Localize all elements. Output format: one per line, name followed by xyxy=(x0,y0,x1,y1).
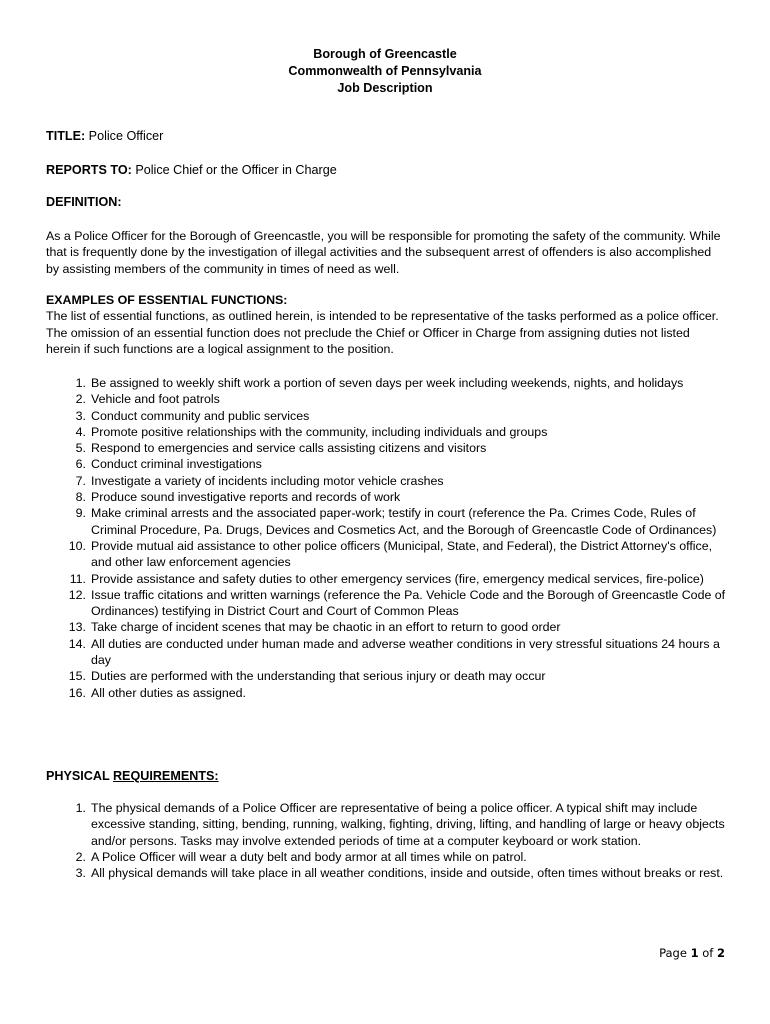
list-item-number: 7. xyxy=(75,473,86,488)
definition-text: As a Police Officer for the Borough of Greencastle, you will be responsible for promoting the safety of the community. While that is frequently done by the investigation of illegal activities and the subsequent arrest of offenders is also accomplished by assisting members of the community in times of need as well. xyxy=(46,229,721,276)
essential-functions-heading: EXAMPLES OF ESSENTIAL FUNCTIONS: xyxy=(46,293,288,307)
list-item-text: Conduct criminal investigations xyxy=(91,457,262,472)
list-item-text: Issue traffic citations and written warnings (reference the Pa. Vehicle Code and the Borough of Greencastle Code of Ordinances) testifying in District Court and Court of Common Pleas xyxy=(91,587,726,619)
header-commonwealth: Commonwealth of Pennsylvania xyxy=(288,64,482,78)
list-item xyxy=(46,619,726,635)
list-item-number: 15. xyxy=(68,669,86,684)
essential-functions-section xyxy=(46,292,726,357)
header-borough: Borough of Greencastle xyxy=(313,47,457,61)
list-item-text: Make criminal arrests and the associated paper-work; testify in court (reference the Pa. Crimes Code, Rules of Criminal Procedure, Pa. Drugs, Devices and Cosmetics Act, and the Borough of Greencastle Code of Ordinances) xyxy=(91,506,717,537)
list-item-number: 4. xyxy=(75,424,86,439)
list-item-text: Respond to emergencies and service calls assisting citizens and visitors xyxy=(91,441,487,456)
list-item-text: All duties are conducted under human made and adverse weather conditions in very stressful situations 24 hours a day xyxy=(91,636,720,668)
list-item xyxy=(46,473,726,489)
list-item xyxy=(46,571,726,587)
reports-to-field xyxy=(46,162,726,178)
document-header xyxy=(0,46,770,97)
list-item-number: 1. xyxy=(75,801,86,815)
list-item xyxy=(46,408,726,424)
reports-to-label: REPORTS TO: xyxy=(46,163,132,177)
physical-label-part2: REQUIREMENTS: xyxy=(112,769,219,783)
title-value: Police Officer xyxy=(88,129,164,143)
list-item-text: All other duties as assigned. xyxy=(91,685,246,700)
page-footer xyxy=(659,945,725,961)
list-item-text: Provide assistance and safety duties to other emergency services (fire, emergency medical services, fire-police) xyxy=(91,571,704,586)
title-field xyxy=(46,128,726,144)
essential-functions-list xyxy=(46,375,726,701)
list-item xyxy=(46,668,726,684)
list-item-number: 8. xyxy=(75,490,86,505)
list-item-number: 5. xyxy=(75,441,86,456)
physical-requirements-heading xyxy=(46,768,219,784)
list-item-number: 6. xyxy=(75,457,86,472)
list-item-text: Take charge of incident scenes that may be chaotic in an effort to return to good order xyxy=(91,620,561,635)
list-item-text: Conduct community and public services xyxy=(91,408,310,423)
list-item xyxy=(46,865,726,881)
list-item xyxy=(46,587,726,620)
footer-page-total: 2 xyxy=(716,946,725,960)
list-item xyxy=(46,375,726,391)
list-item-text: Vehicle and foot patrols xyxy=(91,392,220,407)
list-item-text: Duties are performed with the understanding that serious injury or death may occur xyxy=(91,669,546,684)
definition-label: DEFINITION: xyxy=(46,195,122,209)
list-item xyxy=(46,538,726,571)
list-item-number: 16. xyxy=(68,685,86,700)
list-item-number: 9. xyxy=(75,506,86,521)
list-item xyxy=(46,800,726,849)
list-item-text: The physical demands of a Police Officer are representative of being a police officer. A typical shift may include excessive standing, sitting, bending, running, walking, fighting, driving, lifting, and handling of large or heavy objects and/or persons. Tasks may involve extended periods of time at a computer keyboard or work station. xyxy=(91,801,725,848)
list-item xyxy=(46,489,726,505)
list-item xyxy=(46,505,726,538)
list-item-number: 11. xyxy=(69,571,86,586)
list-item-number: 10. xyxy=(68,538,86,553)
list-item-text: Be assigned to weekly shift work a portion of seven days per week including weekends, nights, and holidays xyxy=(91,376,684,390)
list-item-text: Provide mutual aid assistance to other police officers (Municipal, State, and Federal), the District Attorney's office, and other law enforcement agencies xyxy=(91,538,713,570)
list-item-number: 14. xyxy=(68,636,86,651)
list-item xyxy=(46,440,726,456)
list-item-number: 13. xyxy=(68,620,86,635)
list-item xyxy=(46,424,726,440)
footer-of-word: of xyxy=(698,946,717,960)
list-item-text: Produce sound investigative reports and records of work xyxy=(91,490,401,505)
list-item xyxy=(46,391,726,407)
footer-page-number: 1 xyxy=(690,946,699,960)
header-job-description: Job Description xyxy=(337,81,433,95)
list-item-number: 3. xyxy=(75,408,86,423)
title-label: TITLE: xyxy=(46,129,86,143)
list-item xyxy=(46,456,726,472)
list-item-text: Promote positive relationships with the community, including individuals and groups xyxy=(91,424,548,439)
list-item xyxy=(46,685,726,701)
list-item-number: 3. xyxy=(75,866,86,881)
physical-label-part1: PHYSICAL xyxy=(46,769,113,783)
list-item-number: 2. xyxy=(75,392,86,407)
list-item xyxy=(46,849,726,865)
list-item-number: 2. xyxy=(75,849,86,864)
list-item-text: A Police Officer will wear a duty belt and body armor at all times while on patrol. xyxy=(91,849,527,864)
definition-heading xyxy=(46,194,726,210)
essential-functions-intro: The list of essential functions, as outlined herein, is intended to be representative of the tasks performed as a police officer. The omission of an essential function does not preclude the Chief or Officer in Charge from assigning duties not listed herein if such functions are a logical assignment to the position. xyxy=(46,309,719,356)
list-item-number: 12. xyxy=(68,587,86,602)
list-item-number: 1. xyxy=(75,376,86,390)
footer-page-word: Page xyxy=(659,946,691,960)
physical-requirements-list xyxy=(46,800,726,881)
reports-to-value: Police Chief or the Officer in Charge xyxy=(135,163,337,177)
list-item-text: Investigate a variety of incidents including motor vehicle crashes xyxy=(91,473,444,488)
list-item xyxy=(46,636,726,669)
list-item-text: All physical demands will take place in all weather conditions, inside and outside, often times without breaks or rest. xyxy=(91,866,724,881)
